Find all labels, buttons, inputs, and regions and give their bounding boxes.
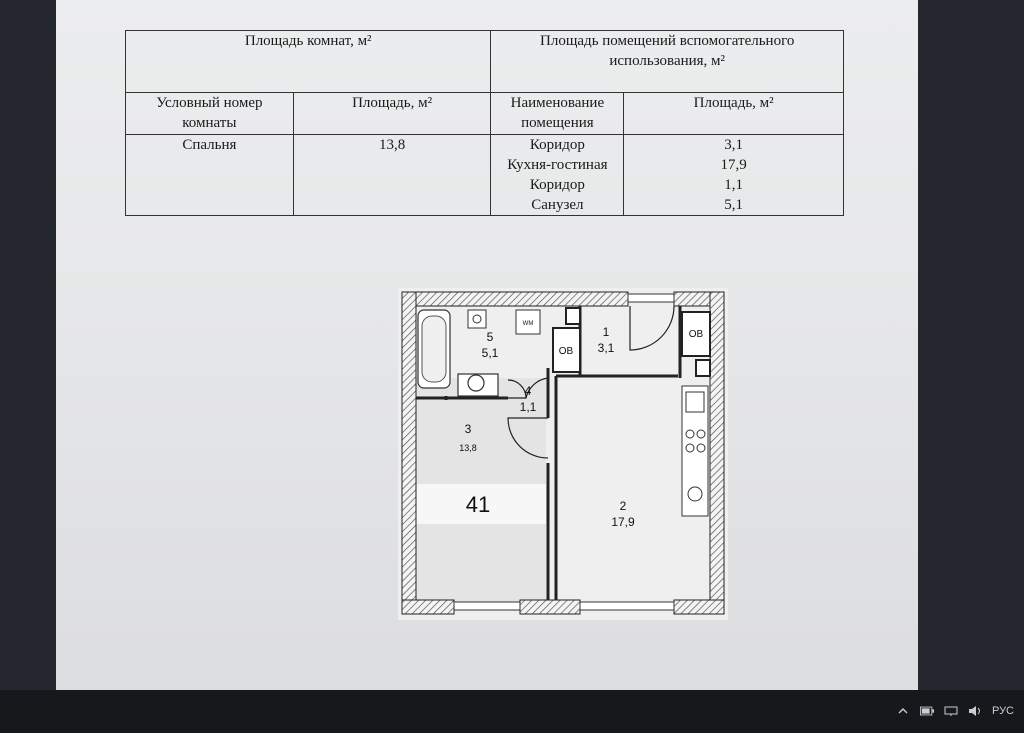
kitchen-counter — [682, 386, 708, 516]
svg-text:5,1: 5,1 — [481, 346, 499, 360]
svg-text:2: 2 — [619, 499, 627, 513]
monitor-bezel-left — [0, 0, 56, 733]
svg-text:3: 3 — [464, 422, 472, 436]
toilet — [458, 374, 498, 396]
taskbar — [0, 690, 1024, 733]
aux-area-cell: 17,9 — [624, 155, 844, 175]
shaft-small-2 — [696, 360, 710, 376]
aux-name-cell: Кухня-гостиная — [491, 155, 624, 175]
room-name-cell: Спальня — [126, 135, 294, 216]
aux-area-cell: 3,1 — [624, 135, 844, 156]
aux-area-cell: 5,1 — [624, 195, 844, 216]
language-indicator[interactable]: РУС — [991, 705, 1014, 717]
room-area-cell: 13,8 — [293, 135, 491, 216]
wm-label: WM — [522, 321, 534, 327]
battery-icon[interactable] — [920, 704, 934, 718]
svg-text:4: 4 — [524, 384, 532, 398]
svg-text:1,1: 1,1 — [519, 400, 537, 414]
col-aux-area: Площадь, м² — [624, 93, 844, 135]
col-room-area: Площадь, м² — [293, 93, 491, 135]
aux-name-cell: Коридор — [491, 175, 624, 195]
sink — [468, 310, 486, 328]
chevron-up-icon[interactable] — [896, 704, 910, 718]
washing-machine — [516, 310, 540, 334]
svg-text:13,8: 13,8 — [459, 443, 477, 453]
svg-text:3,1: 3,1 — [597, 341, 615, 355]
network-icon[interactable] — [944, 704, 958, 718]
ventilation-shaft-1 — [553, 328, 580, 372]
col-aux-name: Наименование помещения — [491, 93, 624, 135]
area-table — [125, 30, 844, 216]
header-rooms: Площадь комнат, м² — [126, 31, 491, 93]
shaft-small-1 — [566, 308, 580, 324]
bathtub — [418, 310, 450, 388]
ov-label-2: ОВ — [688, 329, 704, 340]
header-aux: Площадь помещений вспомогательного использования, м² — [491, 31, 844, 93]
ventilation-shaft-2 — [682, 312, 710, 356]
floor-plan — [398, 288, 728, 620]
volume-icon[interactable] — [968, 704, 982, 718]
svg-text:17,9: 17,9 — [611, 515, 635, 529]
svg-text:1: 1 — [602, 325, 610, 339]
monitor-bezel-right — [918, 0, 1024, 733]
apartment-number: 41 — [465, 492, 491, 517]
aux-area-cell: 1,1 — [624, 175, 844, 195]
ov-label-1: ОВ — [558, 346, 574, 357]
col-room-number: Условный номер комнаты — [126, 93, 294, 135]
aux-name-cell: Санузел — [491, 195, 624, 216]
svg-text:5: 5 — [486, 330, 494, 344]
aux-name-cell: Коридор — [491, 135, 624, 156]
system-tray — [896, 699, 1014, 723]
